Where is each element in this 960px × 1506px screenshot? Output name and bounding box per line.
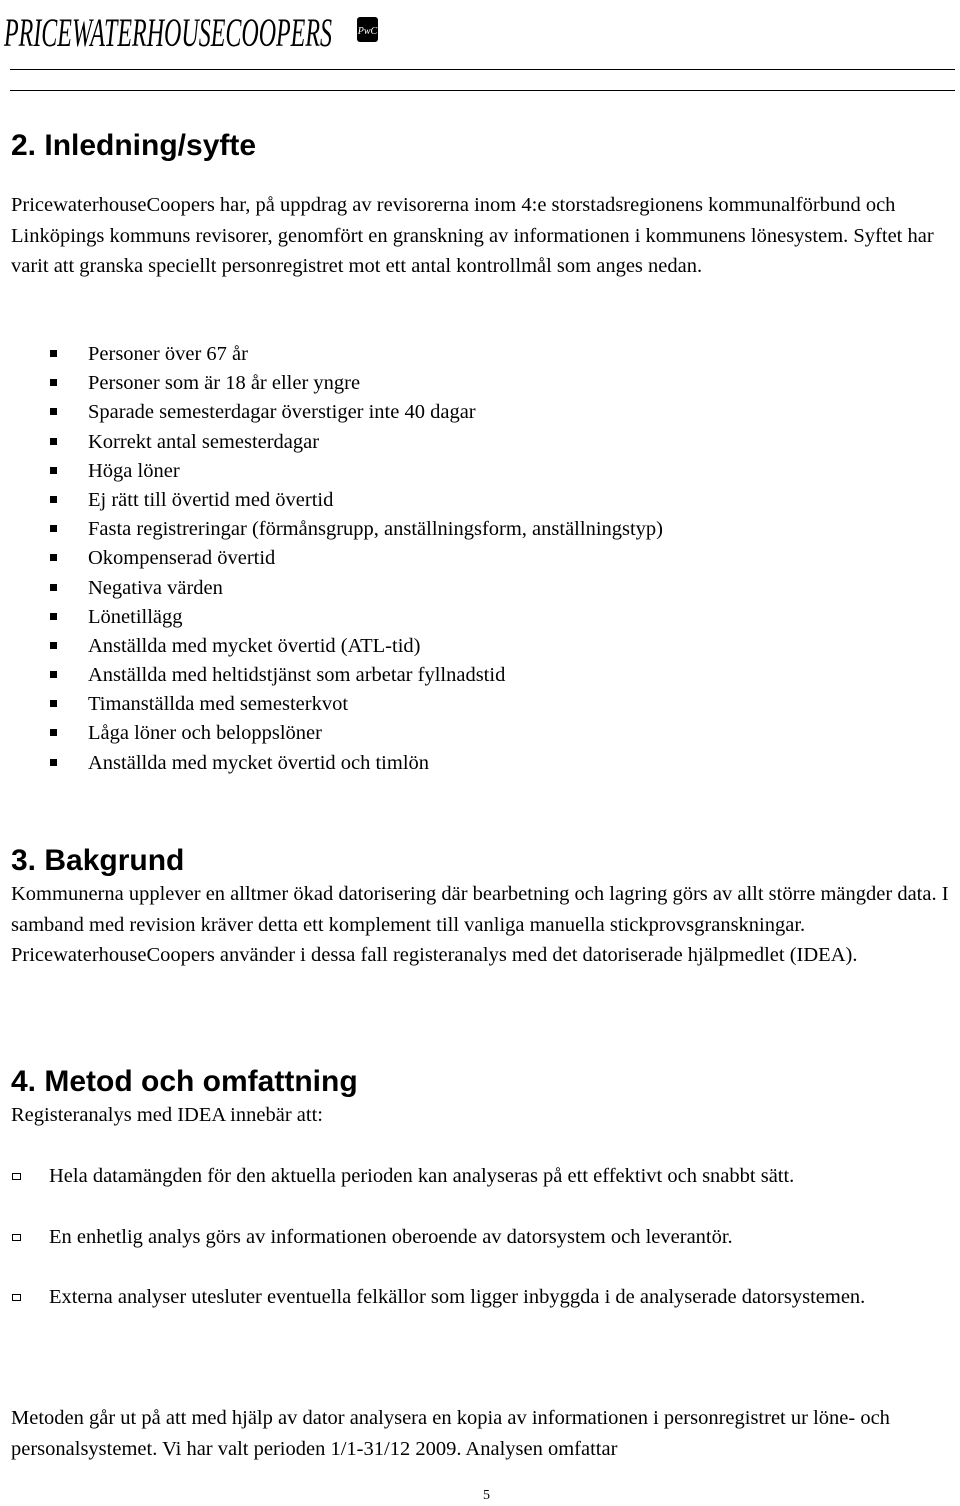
logo-wordmark: PRICEWATERHOUSECOOPERS — [3, 10, 333, 55]
list-item — [11, 1282, 957, 1313]
pricewaterhousecoopers-logo — [0, 4, 390, 60]
square-bullet-icon — [50, 729, 57, 736]
list-item-text: Sparade semesterdagar överstiger inte 40 dagar — [88, 401, 476, 424]
square-bullet-icon — [50, 525, 57, 532]
list-item-text: Ej rätt till övertid med övertid — [88, 488, 334, 511]
logo-mark-text: PwC — [357, 26, 378, 37]
control-objectives-list — [50, 340, 663, 778]
list-item-text: En enhetlig analys görs av informationen oberoende av datorsystem och leverantör. — [49, 1225, 733, 1248]
list-item-text: Anställda med heltidstjänst som arbetar fyllnadstid — [88, 664, 506, 687]
section-heading-bakgrund: 3. Bakgrund — [11, 844, 185, 877]
list-item-text: Låga löner och beloppslöner — [88, 722, 322, 745]
list-item-text: Hela datamängden för den aktuella perioden kan analyseras på ett effektivt och snabbt sätt. — [49, 1165, 795, 1187]
list-item-text: Lönetillägg — [88, 605, 183, 628]
square-bullet-icon — [50, 671, 57, 678]
list-item — [50, 544, 663, 573]
list-item — [50, 398, 663, 427]
square-bullet-icon — [50, 379, 57, 386]
header-rule-secondary — [10, 90, 955, 91]
square-bullet-icon — [50, 613, 57, 620]
method-lead: Registeranalys med IDEA innebär att: — [11, 1104, 323, 1126]
square-bullet-icon — [50, 467, 57, 474]
list-item-text: Personer över 67 år — [88, 343, 248, 365]
list-item — [50, 428, 663, 457]
list-item — [50, 690, 663, 719]
page-number: 5 — [483, 1488, 490, 1503]
square-bullet-icon — [50, 642, 57, 649]
square-bullet-icon — [50, 584, 57, 591]
list-item — [50, 632, 663, 661]
list-item-text: Anställda med mycket övertid (ATL-tid) — [88, 634, 421, 657]
list-item-text: Timanställda med semesterkvot — [88, 693, 349, 716]
idea-benefits-list — [11, 1161, 957, 1313]
list-item — [50, 340, 663, 369]
list-item — [11, 1161, 957, 1192]
square-bullet-icon — [50, 759, 57, 766]
square-bullet-icon — [50, 700, 57, 707]
square-bullet-icon — [50, 408, 57, 415]
header-rule — [10, 69, 955, 70]
list-item — [50, 661, 663, 690]
square-bullet-icon — [50, 496, 57, 503]
hollow-box-bullet-icon — [12, 1234, 21, 1241]
list-item — [50, 515, 663, 544]
list-item-text: Korrekt antal semesterdagar — [88, 430, 320, 453]
list-item-text: Negativa värden — [88, 576, 223, 599]
background-paragraph: Kommunerna upplever en alltmer ökad datorisering där bearbetning och lagring görs av allt större mängder data. I samband med revision kräver detta ett komplement till vanliga manuella stickprovsgranskningar. PricewaterhouseCoopers använder i dessa fall registeranalys med det datoriserade hjälpmedlet (IDEA). — [11, 883, 949, 966]
list-item-text: Personer som är 18 år eller yngre — [88, 372, 361, 395]
square-bullet-icon — [50, 554, 57, 561]
square-bullet-icon — [50, 438, 57, 445]
list-item — [50, 457, 663, 486]
list-item-text: Fasta registreringar (förmånsgrupp, anställningsform, anställningstyp) — [88, 518, 664, 541]
intro-paragraph: PricewaterhouseCoopers har, på uppdrag av revisorerna inom 4:e storstadsregionens kommunalförbund och Linköpings kommuns revisorer, genomfört en granskning av informationen i kommunens lönesystem. Syftet har varit att granska speciellt personregistret mot ett antal kontrollmål som anges nedan. — [11, 194, 934, 277]
section-heading-metod: 4. Metod och omfattning — [11, 1065, 358, 1098]
list-item-text: Höga löner — [88, 459, 180, 482]
list-item — [50, 719, 663, 748]
hollow-box-bullet-icon — [12, 1173, 21, 1180]
list-item — [50, 749, 663, 778]
list-item-text: Okompenserad övertid — [88, 547, 276, 570]
list-item — [11, 1222, 957, 1253]
list-item — [50, 486, 663, 515]
list-item — [50, 369, 663, 398]
method-closing-paragraph: Metoden går ut på att med hjälp av dator analysera en kopia av informationen i personregistret ur löne- och personalsystemet. Vi har valt perioden 1/1-31/12 2009. Analysen omfattar — [11, 1407, 890, 1460]
list-item-text: Anställda med mycket övertid och timlön — [88, 751, 430, 774]
section-heading-inledning: 2. Inledning/syfte — [11, 129, 257, 162]
square-bullet-icon — [50, 350, 57, 357]
list-item — [50, 603, 663, 632]
hollow-box-bullet-icon — [12, 1294, 21, 1301]
list-item — [50, 574, 663, 603]
list-item-text: Externa analyser utesluter eventuella felkällor som ligger inbyggda i de analyserade datorsystemen. — [49, 1286, 866, 1308]
